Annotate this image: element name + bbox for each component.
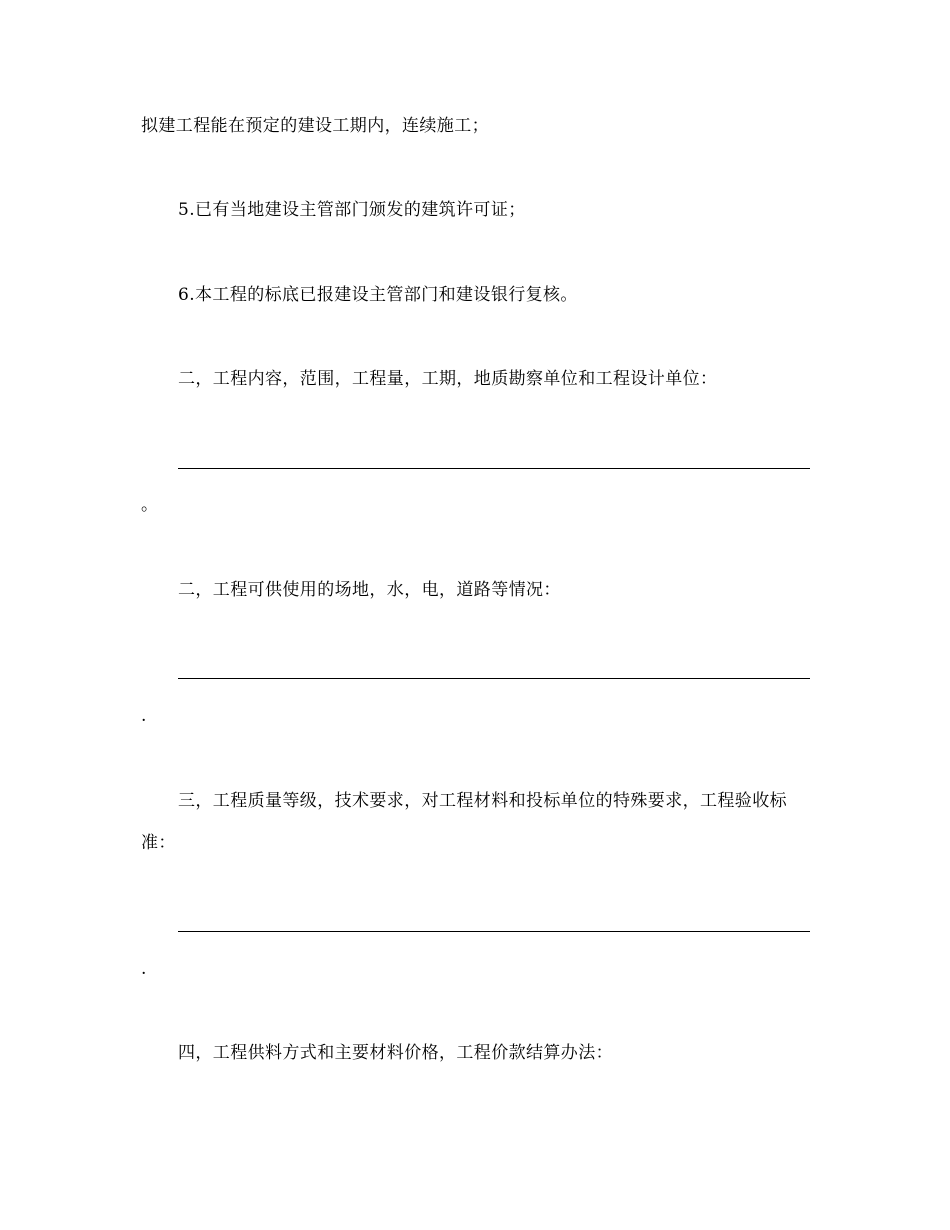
section-3-quality-requirements-continuation: 准： [141,833,176,853]
section-2-project-content-heading: 二，工程内容，范围，工程量，工期，地质勘察单位和工程设计单位： [178,369,718,389]
period-mark: . [141,959,147,979]
section-3-quality-requirements-heading: 三，工程质量等级，技术要求，对工程材料和投标单位的特殊要求，工程验收标 [178,791,787,811]
section-2-site-conditions-heading: 二，工程可供使用的场地，水，电，道路等情况： [178,580,561,600]
item-6-base-price-review: 6.本工程的标底已报建设主管部门和建设银行复核。 [178,285,578,305]
fill-in-line-project-content [178,468,810,469]
fill-in-line-quality-requirements [178,931,810,932]
section-4-material-supply-heading: 四，工程供料方式和主要材料价格，工程价款结算办法： [178,1043,613,1063]
period-mark: . [141,706,147,726]
period-mark: 。 [141,495,158,515]
fill-in-line-site-conditions [178,678,810,679]
paragraph-construction-period: 拟建工程能在预定的建设工期内，连续施工； [141,116,489,136]
item-5-building-permit: 5.已有当地建设主管部门颁发的建筑许可证； [178,200,526,220]
